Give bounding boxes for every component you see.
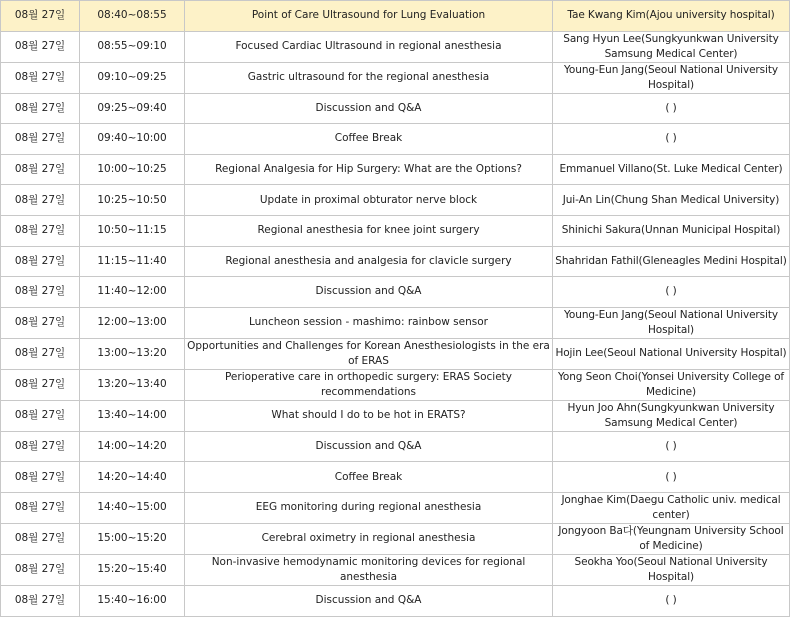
date-cell: 08월 27일: [1, 124, 80, 155]
speaker-cell: Hojin Lee(Seoul National University Hospital): [553, 338, 790, 369]
speaker-cell: ( ): [553, 277, 790, 308]
session-title-cell: Update in proximal obturator nerve block: [185, 185, 553, 216]
table-row: [1, 554, 790, 585]
time-cell: 09:40~10:00: [80, 124, 185, 155]
time-cell: 14:00~14:20: [80, 431, 185, 462]
date-cell: 08월 27일: [1, 185, 80, 216]
session-title-cell: Discussion and Q&A: [185, 93, 553, 124]
time-cell: 14:20~14:40: [80, 462, 185, 493]
time-cell: 13:20~13:40: [80, 369, 185, 400]
time-cell: 12:00~13:00: [80, 307, 185, 338]
speaker-cell: ( ): [553, 585, 790, 616]
date-cell: 08월 27일: [1, 93, 80, 124]
date-cell: 08월 27일: [1, 585, 80, 616]
speaker-cell: Shahridan Fathil(Gleneagles Medini Hospital): [553, 246, 790, 277]
time-cell: 11:40~12:00: [80, 277, 185, 308]
session-title-cell: Discussion and Q&A: [185, 585, 553, 616]
table-row: [1, 185, 790, 216]
table-row: [1, 369, 790, 400]
table-row: [1, 585, 790, 616]
session-title-cell: Non-invasive hemodynamic monitoring devices for regional anesthesia: [185, 554, 553, 585]
session-title-cell: Coffee Break: [185, 462, 553, 493]
time-cell: 08:55~09:10: [80, 31, 185, 62]
session-title-cell: Focused Cardiac Ultrasound in regional anesthesia: [185, 31, 553, 62]
time-cell: 15:20~15:40: [80, 554, 185, 585]
session-title-cell: Regional Analgesia for Hip Surgery: What are the Options?: [185, 154, 553, 185]
table-row: [1, 307, 790, 338]
speaker-cell: ( ): [553, 93, 790, 124]
table-row: [1, 338, 790, 369]
speaker-cell: Hyun Joo Ahn(Sungkyunkwan University Samsung Medical Center): [553, 400, 790, 431]
time-cell: 13:40~14:00: [80, 400, 185, 431]
time-cell: 10:50~11:15: [80, 215, 185, 246]
session-title-cell: Cerebral oximetry in regional anesthesia: [185, 523, 553, 554]
table-row: [1, 215, 790, 246]
date-cell: 08월 27일: [1, 246, 80, 277]
date-cell: 08월 27일: [1, 1, 80, 32]
session-title-cell: Opportunities and Challenges for Korean Anesthesiologists in the era of ERAS: [185, 338, 553, 369]
session-title-cell: What should I do to be hot in ERATS?: [185, 400, 553, 431]
time-cell: 13:00~13:20: [80, 338, 185, 369]
time-cell: 10:00~10:25: [80, 154, 185, 185]
time-cell: 10:25~10:50: [80, 185, 185, 216]
speaker-cell: Jonghae Kim(Daegu Catholic univ. medical center): [553, 492, 790, 523]
date-cell: 08월 27일: [1, 277, 80, 308]
session-title-cell: Regional anesthesia for knee joint surgery: [185, 215, 553, 246]
table-row: [1, 462, 790, 493]
table-row: [1, 62, 790, 93]
speaker-cell: Seokha Yoo(Seoul National University Hospital): [553, 554, 790, 585]
table-row: [1, 431, 790, 462]
date-cell: 08월 27일: [1, 492, 80, 523]
date-cell: 08월 27일: [1, 369, 80, 400]
session-title-cell: Regional anesthesia and analgesia for clavicle surgery: [185, 246, 553, 277]
time-cell: 09:10~09:25: [80, 62, 185, 93]
date-cell: 08월 27일: [1, 338, 80, 369]
time-cell: 15:00~15:20: [80, 523, 185, 554]
speaker-cell: Shinichi Sakura(Unnan Municipal Hospital): [553, 215, 790, 246]
table-row: [1, 277, 790, 308]
time-cell: 08:40~08:55: [80, 1, 185, 32]
table-row: [1, 31, 790, 62]
table-row: [1, 246, 790, 277]
speaker-cell: ( ): [553, 124, 790, 155]
date-cell: 08월 27일: [1, 462, 80, 493]
table-row: [1, 492, 790, 523]
date-cell: 08월 27일: [1, 400, 80, 431]
session-title-cell: Coffee Break: [185, 124, 553, 155]
table-row: [1, 400, 790, 431]
date-cell: 08월 27일: [1, 31, 80, 62]
table-row: [1, 1, 790, 32]
table-row: [1, 154, 790, 185]
speaker-cell: Jui-An Lin(Chung Shan Medical University): [553, 185, 790, 216]
speaker-cell: ( ): [553, 462, 790, 493]
session-title-cell: Point of Care Ultrasound for Lung Evaluation: [185, 1, 553, 32]
date-cell: 08월 27일: [1, 62, 80, 93]
table-row: [1, 523, 790, 554]
session-title-cell: Gastric ultrasound for the regional anesthesia: [185, 62, 553, 93]
speaker-cell: ( ): [553, 431, 790, 462]
date-cell: 08월 27일: [1, 431, 80, 462]
date-cell: 08월 27일: [1, 154, 80, 185]
time-cell: 15:40~16:00: [80, 585, 185, 616]
session-title-cell: Luncheon session - mashimo: rainbow sensor: [185, 307, 553, 338]
schedule-body: [1, 1, 790, 617]
session-title-cell: EEG monitoring during regional anesthesia: [185, 492, 553, 523]
table-row: [1, 124, 790, 155]
time-cell: 09:25~09:40: [80, 93, 185, 124]
date-cell: 08월 27일: [1, 523, 80, 554]
date-cell: 08월 27일: [1, 215, 80, 246]
speaker-cell: Emmanuel Villano(St. Luke Medical Center): [553, 154, 790, 185]
speaker-cell: Young-Eun Jang(Seoul National University Hospital): [553, 62, 790, 93]
session-title-cell: Discussion and Q&A: [185, 431, 553, 462]
speaker-cell: Yong Seon Choi(Yonsei University College of Medicine): [553, 369, 790, 400]
date-cell: 08월 27일: [1, 307, 80, 338]
time-cell: 11:15~11:40: [80, 246, 185, 277]
speaker-cell: Tae Kwang Kim(Ajou university hospital): [553, 1, 790, 32]
date-cell: 08월 27일: [1, 554, 80, 585]
table-row: [1, 93, 790, 124]
speaker-cell: Jongyoon Ba다(Yeungnam University School of Medicine): [553, 523, 790, 554]
speaker-cell: Sang Hyun Lee(Sungkyunkwan University Samsung Medical Center): [553, 31, 790, 62]
session-title-cell: Perioperative care in orthopedic surgery: ERAS Society recommendations: [185, 369, 553, 400]
speaker-cell: Young-Eun Jang(Seoul National University Hospital): [553, 307, 790, 338]
session-title-cell: Discussion and Q&A: [185, 277, 553, 308]
time-cell: 14:40~15:00: [80, 492, 185, 523]
